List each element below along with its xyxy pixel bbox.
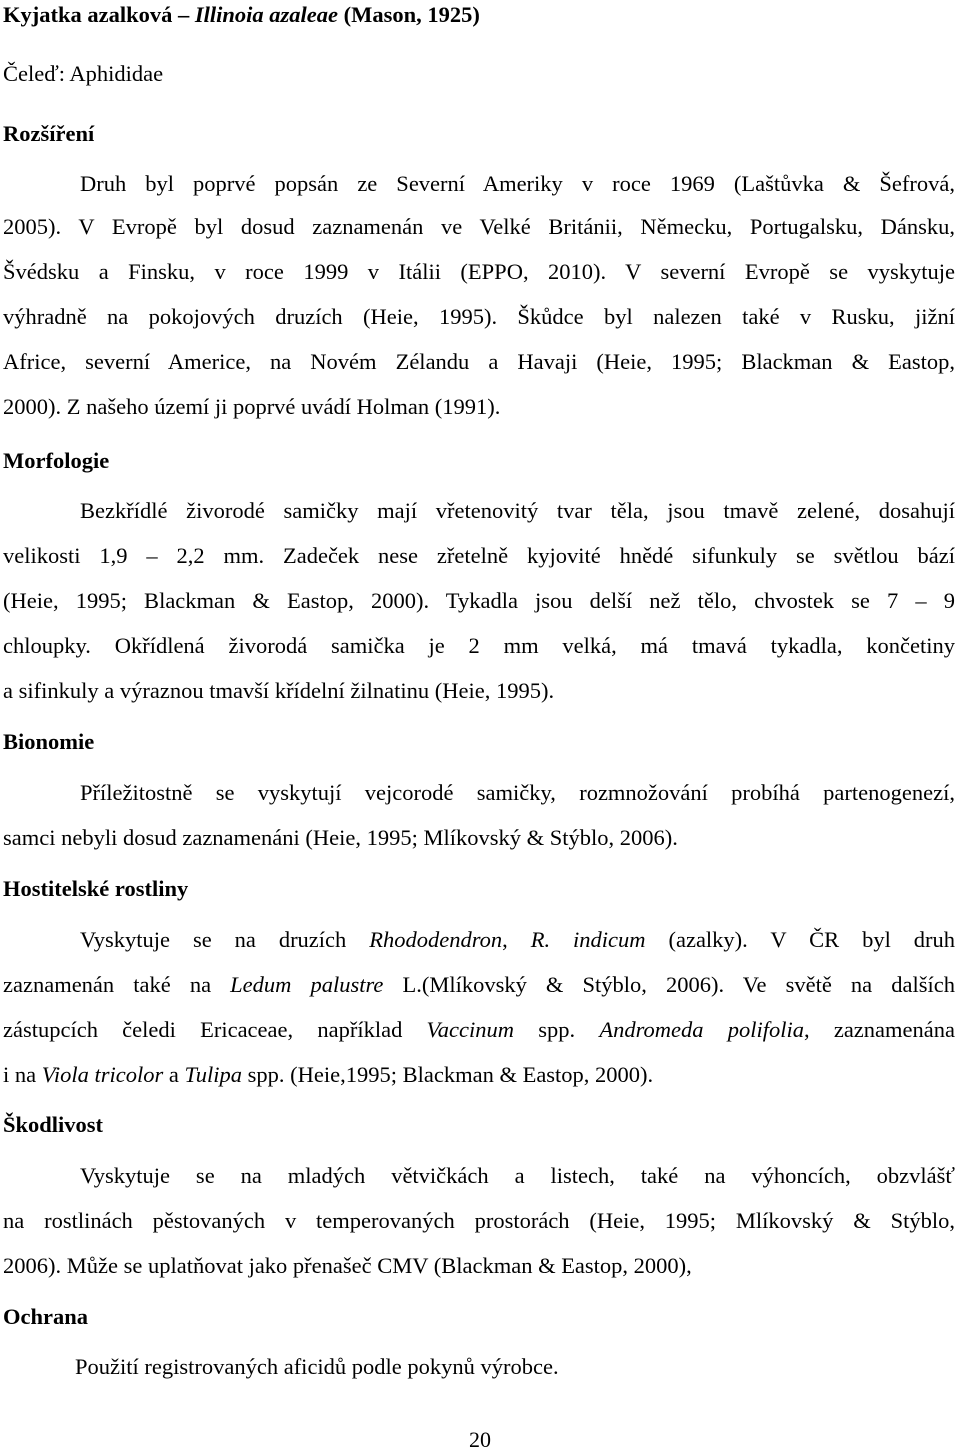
- paragraph-line: chloupky. Okřídlená živorodá samička je 2 mm velká, má tmavá tykadla, končetiny: [3, 633, 955, 658]
- paragraph-line: Vyskytuje se na druzích Rhododendron, R. indicum (azalky). V ČR byl druh: [80, 927, 956, 952]
- family-line: Čeleď: Aphididae: [3, 61, 164, 86]
- paragraph-line: Vyskytuje se na mladých větvičkách a listech, také na výhoncích, obzvlášť: [80, 1163, 955, 1188]
- title-author: (Mason, 1925): [338, 2, 480, 27]
- paragraph-line: zaznamenán také na Ledum palustre L.(Mlíkovský & Stýblo, 2006). Ve světě na dalších: [3, 972, 955, 997]
- paragraph-line: a sifinkuly a výraznou tmavší křídelní žilnatinu (Heie, 1995).: [3, 678, 555, 703]
- section-heading-ochrana: Ochrana: [3, 1304, 89, 1329]
- paragraph-line: Druh byl poprvé popsán ze Severní Ameriky v roce 1969 (Laštůvka & Šefrová,: [80, 171, 955, 196]
- paragraph-line: 2006). Může se uplatňovat jako přenašeč CMV (Blackman & Eastop, 2000),: [3, 1253, 692, 1278]
- page-number: 20: [469, 1427, 491, 1452]
- paragraph-line: zástupcích čeledi Ericaceae, například Vaccinum spp. Andromeda polifolia, zaznamenána: [3, 1017, 955, 1042]
- document-title: [3, 4, 480, 27]
- paragraph-line: Africe, severní Americe, na Novém Zélandu a Havaji (Heie, 1995; Blackman & Eastop,: [3, 349, 955, 374]
- paragraph-line: (Heie, 1995; Blackman & Eastop, 2000). Tykadla jsou delší než tělo, chvostek se 7 – 9: [3, 588, 955, 613]
- section-heading-hostitelske: Hostitelské rostliny: [3, 876, 189, 901]
- paragraph-line: na rostlinách pěstovaných v temperovaných prostorách (Heie, 1995; Mlíkovský & Stýblo,: [3, 1208, 955, 1233]
- paragraph-line: výhradně na pokojových druzích (Heie, 1995). Škůdce byl nalezen také v Rusku, jižní: [3, 304, 955, 329]
- paragraph-line: 2000). Z našeho území ji poprvé uvádí Holman (1991).: [3, 394, 501, 419]
- paragraph-line: Bezkřídlé živorodé samičky mají vřetenovitý tvar těla, jsou tmavě zelené, dosahují: [80, 498, 955, 523]
- title-common-name: Kyjatka azalková –: [3, 2, 195, 27]
- section-heading-bionomie: Bionomie: [3, 729, 95, 754]
- paragraph-line: Použití registrovaných aficidů podle pokynů výrobce.: [75, 1354, 559, 1379]
- paragraph-line: 2005). V Evropě byl dosud zaznamenán ve Velké Británii, Německu, Portugalsku, Dánsku,: [3, 214, 955, 239]
- paragraph-line: i na Viola tricolor a Tulipa spp. (Heie,1995; Blackman & Eastop, 2000).: [3, 1062, 654, 1087]
- paragraph-line: Příležitostně se vyskytují vejcorodé samičky, rozmnožování probíhá partenogenezí,: [80, 780, 955, 805]
- paragraph-line: samci nebyli dosud zaznamenáni (Heie, 1995; Mlíkovský & Stýblo, 2006).: [3, 825, 678, 850]
- title-latin-name: Illinoia azaleae: [194, 2, 339, 27]
- section-heading-skodlivost: Škodlivost: [3, 1112, 104, 1137]
- section-heading-morfologie: Morfologie: [3, 448, 110, 473]
- paragraph-line: Švédsku a Finsku, v roce 1999 v Itálii (EPPO, 2010). V severní Evropě se vyskytuje: [3, 259, 955, 284]
- section-heading-rozsireni: Rozšíření: [3, 121, 95, 146]
- paragraph-line: velikosti 1,9 – 2,2 mm. Zadeček nese zřetelně kyjovité hnědé sifunkuly se světlou bází: [3, 543, 955, 568]
